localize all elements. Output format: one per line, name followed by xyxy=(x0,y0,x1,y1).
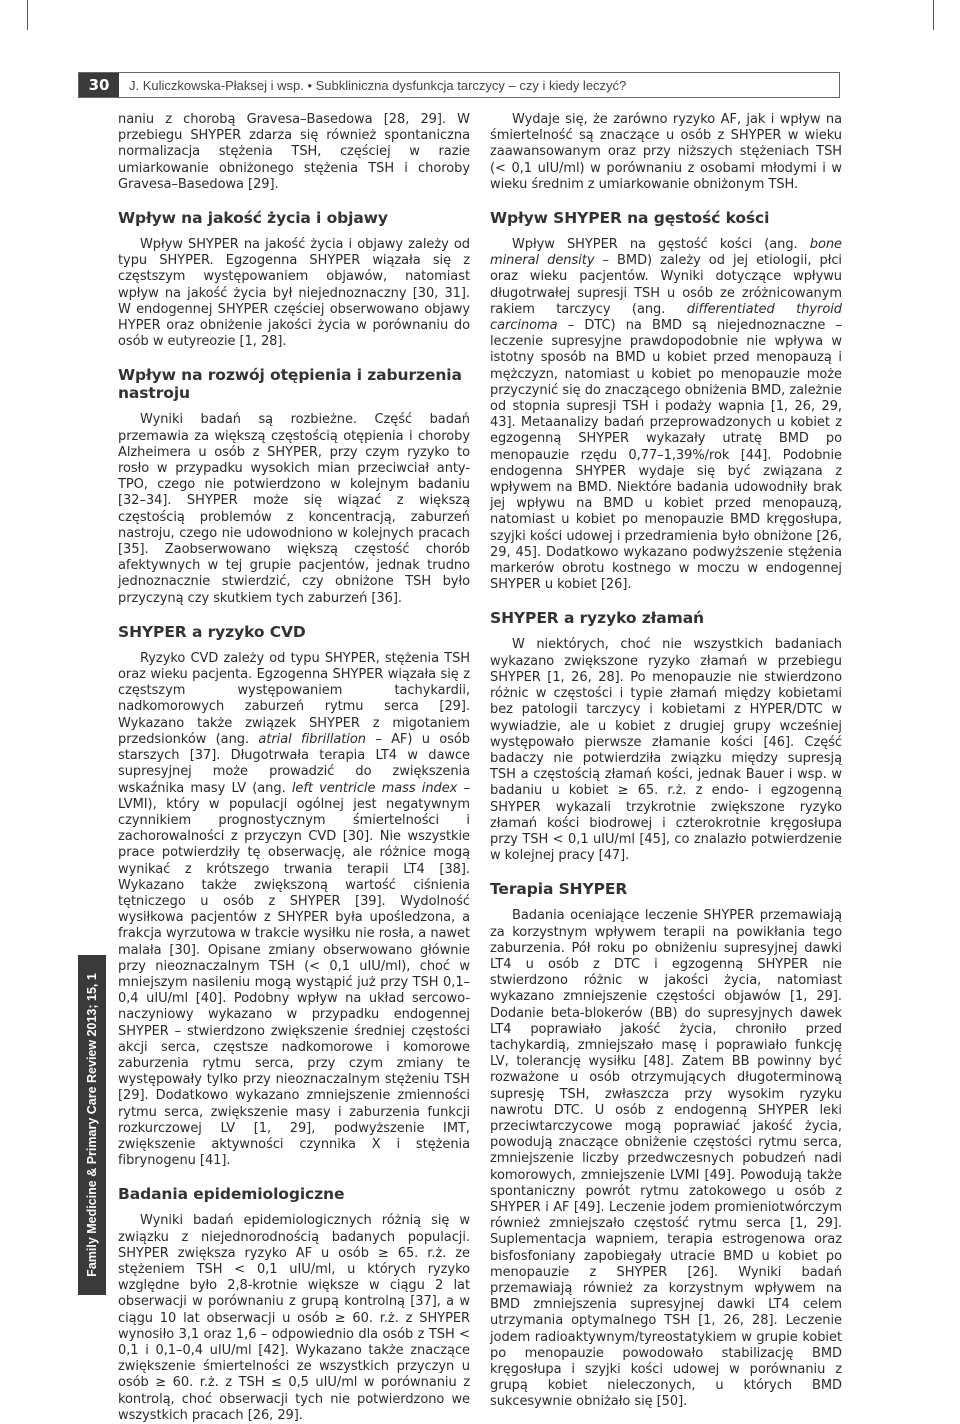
text-span: – AF) u osób starszych [37]. Długotrwała terapia LT4 w dawce supresyjnej może prowadzić do zwiększenia wskaźnika masy LV (ang. xyxy=(118,731,470,796)
text-span: – BMD) zależy od jej etiologii, płci oraz wieku pacjentów. Wyniki dotyczące wpływu długotrwałej supresji TSH u osób ze zróżnicowanym rakiem tarczycy (ang. xyxy=(490,253,842,317)
section-heading: Wpływ SHYPER na gęstość kości xyxy=(490,209,770,228)
paragraph: Badania oceniające leczenie SHYPER przemawiają za korzystnym wpływem terapii na powikłania tego zaburzenia. Pół roku po obniżeniu supresyjnej dawki LT4 u osób z DTC i egzogenną SHYPER nie stwierdzono różnic w jakości życia, natomiast wykazano zmniejszenie częstości objawów [1, 29]. Dodanie beta-blokerów (BB) do supresyjnych dawek LT4 poprawiało jakość życia, chroniło przed tachykardią, zmniejszało masę i poprawiało funkcję LV, tolerancję wysiłku [48]. Zatem BB powinny być rozważone u osób otrzymujących długoterminową supresję TSH, zwłaszcza przy wysokim ryzyku nawrotu DTC. U osób z endogenną SHYPER leki przeciwtarczycowe mogą poprawiać jakość życia, powodują znaczące obniżenie częstości rytmu serca, zmniejszenie liczby przedwczesnych pobudzeń nadi komorowych, zmniejszenie LVMI [49]. Powodują także spontaniczny powrót rytmu zatokowego u osób z SHYPER i AF [49]. Leczenie jodem promieniotwórczym również zmniejszało częstość rytmu serca [1, 29]. Suplementacja wapniem, terapia estrogenowa oraz bisfosfoniany zapobiegały utracie BMD u kobiet po menopauzie z SHYPER [26]. Wyniki badań przemawiają również za korzystnym wpływem na BMD zmniejszenia supresyjnej dawki LT4 celem utrzymania optymalnego TSH [1, 26, 28]. Leczenie jodem radioaktywnym/tyreostatykiem w grupie kobiet po menopauzie powodowało stabilizację BMD kręgosłupa i szyjki kości udowej w porównaniu z grupą kobiet nieleczonych, u których BMD sukcesywnie obniżało się [50]. xyxy=(490,908,842,1410)
section-heading: Wpływ na jakość życia i objawy xyxy=(118,209,388,228)
journal-sidebar xyxy=(78,955,106,1295)
term-italic: bone mineral density xyxy=(490,237,842,269)
paragraph: Wyniki badań epidemiologicznych różnią się w związku z niejednorodnością badanych populacji. SHYPER zwiększa ryzyko AF u osób ≥ 65. r.ż. ze stężeniem TSH < 0,1 uIU/ml, u których ryzyko względne było 2,8-krotnie większe w ciągu 2 lat obserwacji w porównaniu z grupą kontrolną [37], a w ciągu 10 lat obserwacji u osób ≥ 60. r.ż. z SHYPER wynosiło 3,1 oraz 1,6 – odpowiednio dla osób z TSH < 0,1 i 0,1–0,4 uIU/ml [42]. Wykazano także znaczące zwiększenie śmiertelności ze wszystkich przyczyn u osób ≥ 60. r.ż. z TSH ≤ 0,5 uIU/ml w porównaniu z kontrolą, choć obserwacji tych nie potwierdzono we wszystkich pracach [26, 29]. xyxy=(118,1213,470,1423)
term-italic: differentiated thyroid carcinoma xyxy=(490,301,842,334)
left-column xyxy=(118,112,470,1424)
paragraph: W niektórych, choć nie wszystkich badaniach wykazano zwiększone ryzyko złamań w przebiegu SHYPER [1, 26, 28]. Po menopauzie nie stwierdzono różnic w częstości i typie złamań między kobietami bez patologii tarczycy i kobietami z HYPER/DTC w wywiadzie, ale u kobiet z drugiej grupy wcześniej występowało pierwsze złamanie kości [46]. Część badaczy nie potwierdziła związku między supresją TSH a częstością złamań kości, jednak Bauer i wsp. w badaniu u kobiet ≥ 65. r.ż. z endo- i egzogenną SHYPER wykazali trzykrotnie zwiększone ryzyko złamań kości biodrowej i czterokrotnie kręgosłupa przy TSH < 0,1 uIU/ml [45], co znalazło potwierdzenie w kolejnej pracy [47]. xyxy=(490,637,842,864)
right-column xyxy=(490,112,842,1411)
paragraph: naniu z chorobą Gravesa–Basedowa [28, 29]. W przebiegu SHYPER zdarza się również spontaniczna normalizacja stężenia TSH, częściej w razie umiarkowanie obniżonego stężenia TSH i choroby Gravesa–Basedowa [29]. xyxy=(118,112,470,192)
section-heading: SHYPER a ryzyko CVD xyxy=(118,622,306,641)
section-heading: SHYPER a ryzyko złamań xyxy=(490,609,704,628)
paragraph xyxy=(118,651,470,1170)
paragraph: Wyniki badań są rozbieżne. Część badań przemawia za większą częstością otępienia i choroby Alzheimera u osób z SHYPER, przy czym ryzyko to rosło w przypadku wysokich mian przeciwciał anty-TPO, czego nie potwierdzono w kolejnym badaniu [32–34]. SHYPER może się wiązać z większą częstością problemów z koncentracją, zaburzeń nastroju, czego nie udowodniono w kolejnych pracach [35]. Zaobserwowano większą częstość chorób afektywnych w tej grupie pacjentów, jednak trudno jednoznacznie stwierdzić, czy obniżone TSH było przyczyną czy skutkiem tych zaburzeń [36]. xyxy=(118,412,470,606)
text-span: Wpływ SHYPER na gęstość kości (ang. xyxy=(512,237,810,253)
text-span: Ryzyko CVD zależy od typu SHYPER, stężenia TSH oraz wieku pacjenta. Egzogenna SHYPER wiązała się z częstszym występowaniem tachykardii, nadkomorowych zaburzeń rytmu serca [29]. Wykazano także związek SHYPER z migotaniem przedsionków (ang. xyxy=(118,650,470,747)
paragraph: Wpływ SHYPER na jakość życia i objawy zależy od typu SHYPER. Egzogenna SHYPER wiązała się z częstszym występowaniem objawów, natomiast wpływ na jakość życia był niejednoznaczny [30, 31]. W endogennej SHYPER częściej obserwowano objawy HYPER oraz obniżenie jakości życia w porównaniu do osób w eutyreozie [1, 28]. xyxy=(118,237,470,350)
paragraph xyxy=(490,237,842,593)
text-span: – DTC) na BMD są niejednoznaczne – leczenie supresyjne prawdopodobnie nie wpływa w istotny sposób na BMD u kobiet przed menopauzą i mężczyzn, natomiast u kobiet po menopauzie może przyczynić się do znaczącego obniżenia BMD, zależnie od stopnia supresji TSH i podaży wapnia [1, 26, 29, 43]. Metaanalizy badań przeprowadzonych u kobiet z egzogenną SHYPER wykazały utratę BMD po menopauzie rzędu 0,77–1,39%/rok [44]. Podobnie endogenna SHYPER wydaje się być związana z wpływem na BMD. Niektóre badania udowodniły brak jej wpływu na BMD u kobiet przed menopauzą, natomiast u kobiet po menopauzie BMD kręgosłupa, szyjki kości udowej i przedramienia było obniżone [26, 29, 45]. Dodatkowo wykazano podwyższenie stężenia markerów obrotu kostnego w moczu w endogennej SHYPER u kobiet [26]. xyxy=(490,318,842,593)
crop-mark xyxy=(27,0,28,30)
running-title: J. Kuliczkowska-Płaksej i wsp. • Subkliniczna dysfunkcja tarczycy – czy i kiedy leczyć? xyxy=(129,77,627,93)
section-heading: Badania epidemiologiczne xyxy=(118,1185,345,1204)
text-span: – LVMI), który w populacji ogólnej jest negatywnym czynnikiem prognostycznym śmiertelności i zachorowalności z przyczyn CVD [30]. Nie wszystkie prace potwierdziły tę obserwację, ale różnice mogą wynikać z krótszego trwania terapii LT4 [38]. Wykazano także zwiększoną wartość ciśnienia tętniczego u osób z SHYPER [39]. Wydolność wysiłkowa pacjentów z SHYPER była upośledzona, a frakcja wyrzutowa w trakcie wysiłku nie rosła, a nawet malała [30]. Opisane zmiany obserwowano głównie przy nieoznaczalnym TSH (< 0,1 uIU/ml), choć w mniejszym nasileniu mogą wystąpić już przy TSH 0,1–0,4 uIU/ml [40]. Podobny wpływ na układ sercowo-naczyniowy wykazano w przypadku endogennej SHYPER – stwierdzono zwiększenie średniej częstości akcji serca, częstsze nadkomorowe i komorowe zaburzenia rytmu serca, przy czym zmiany te występowały tylko przy nieoznaczalnym stężeniu TSH [29]. Dodatkowo wykazano zmniejszenie zmienności rytmu serca, zwiększenie masy i zaburzenia funkcji rozkurczowej LV [1, 29], podwyższenie IMT, zwiększenie aktywności czynnika X i stężenia fibrynogenu [41]. xyxy=(118,780,470,1169)
page-header xyxy=(78,72,840,98)
crop-mark xyxy=(933,0,934,30)
section-heading: Wpływ na rozwój otępienia i zaburzenia nastroju xyxy=(118,366,462,403)
journal-citation: Family Medicine & Primary Care Review 2013; 15, 1 xyxy=(85,973,99,1277)
section-heading: Terapia SHYPER xyxy=(490,880,628,899)
term-italic: left ventricle mass index xyxy=(291,780,458,796)
paragraph: Wydaje się, że zarówno ryzyko AF, jak i wpływ na śmiertelność są znaczące u osób z SHYPER w wieku zaawansowanym oraz przy niższych stężeniach TSH (< 0,1 uIU/ml) w porównaniu z osobami młodymi i w wieku średnim z umiarkowanie obniżonym TSH. xyxy=(490,112,842,192)
page-number: 30 xyxy=(79,73,119,97)
term-italic: atrial fibrillation xyxy=(258,731,366,747)
